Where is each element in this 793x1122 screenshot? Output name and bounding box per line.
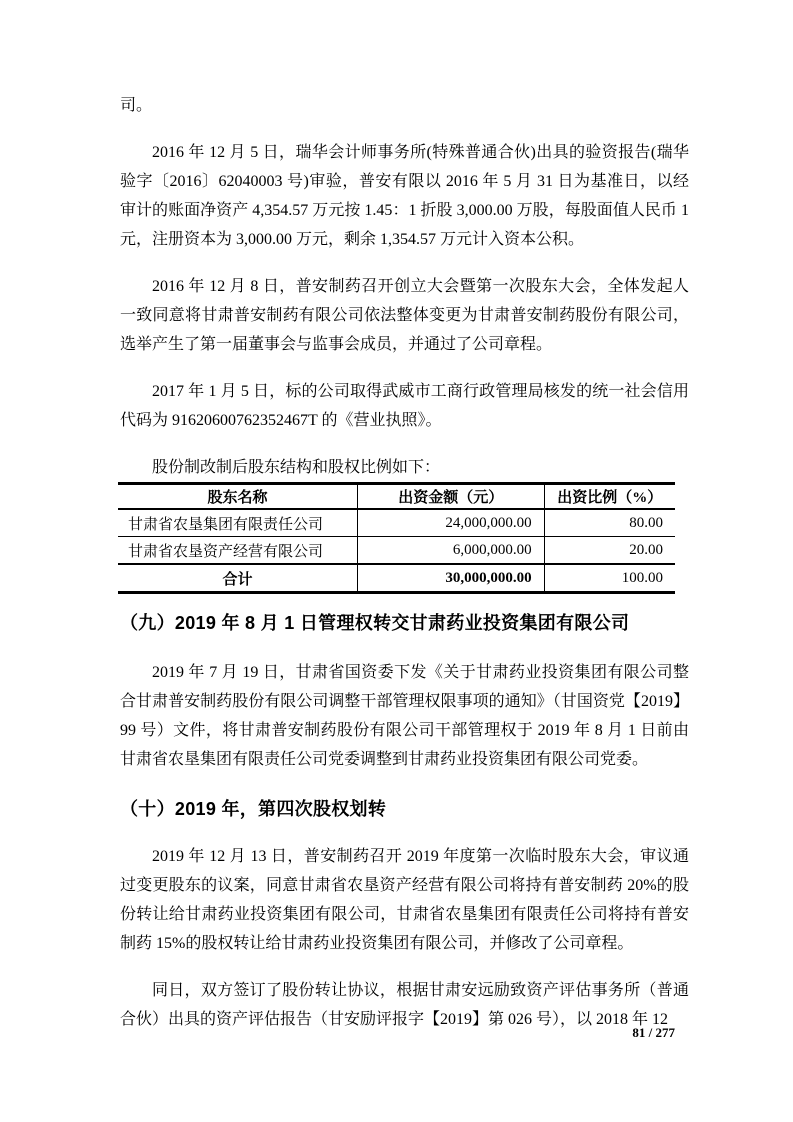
paragraph-founding-meeting: 2016 年 12 月 8 日，普安制药召开创立大会暨第一次股东大会，全体发起人一致同意将甘肃普安制药有限公司依法整体变更为甘肃普安制药股份有限公司，选举产生了第一届董事会与监事会成员，并通过了公司章程。	[120, 278, 689, 353]
table-header-shareholder-name: 股东名称	[118, 484, 358, 510]
total-ratio-cell: 100.00	[544, 564, 675, 593]
heading-section-10: （十）2019 年，第四次股权划转	[120, 799, 387, 819]
table-total-row	[118, 564, 675, 593]
paragraph-carryover: 司。	[120, 97, 153, 114]
shareholder-structure-table	[118, 482, 675, 594]
shareholder-name-cell: 甘肃省农垦集团有限责任公司	[118, 509, 358, 537]
heading-section-9: （九）2019 年 8 月 1 日管理权转交甘肃药业投资集团有限公司	[120, 613, 630, 633]
total-label-cell: 合计	[118, 564, 358, 593]
contribution-ratio-cell: 80.00	[544, 509, 675, 537]
paragraph-audit-report: 2016 年 12 月 5 日，瑞华会计师事务所(特殊普通合伙)出具的验资报告(瑞华验字〔2016〕62040003 号)审验，普安有限以 2016 年 5 月 31 日为基准日，以经审计的账面净资产 4,354.57 万元按 1.45：1 折股 3,000.00 万股，每股面值人民币 1 元，注册资本为 3,000.00 万元，剩余 1,354.57 万元计入资本公积。	[120, 144, 689, 248]
paragraph-transfer-agreement: 同日，双方签订了股份转让协议，根据甘肃安远励致资产评估事务所（普通合伙）出具的资产评估报告（甘安励评报字【2019】第 026 号），以 2018 年 12	[120, 982, 689, 1028]
table-header-contribution-amount: 出资金额（元）	[358, 484, 545, 510]
page-content	[120, 91, 689, 1034]
paragraph-table-intro: 股份制改制后股东结构和股权比例如下：	[152, 459, 441, 476]
page-number: 81 / 277	[632, 1025, 675, 1040]
paragraph-equity-transfer: 2019 年 12 月 13 日，普安制药召开 2019 年度第一次临时股东大会，审议通过变更股东的议案，同意甘肃省农垦资产经营有限公司将持有普安制药 20%的股份转让给甘肃药业投资集团有限公司，甘肃省农垦集团有限责任公司将持有普安制药 15%的股权转让给甘肃药业投资集团有限公司，并修改了公司章程。	[120, 848, 689, 952]
table-header-contribution-ratio: 出资比例（%）	[544, 484, 675, 510]
contribution-ratio-cell: 20.00	[544, 537, 675, 565]
table-header-row	[118, 484, 675, 510]
contribution-amount-cell: 6,000,000.00	[358, 537, 545, 565]
paragraph-management-transfer: 2019 年 7 月 19 日，甘肃省国资委下发《关于甘肃药业投资集团有限公司整合甘肃普安制药股份有限公司调整干部管理权限事项的通知》（甘国资党【2019】99 号）文件，将甘肃普安制药股份有限公司干部管理权于 2019 年 8 月 1 日前由甘肃省农垦集团有限责任公司党委调整到甘肃药业投资集团有限公司党委。	[120, 664, 689, 768]
table-row	[118, 537, 675, 565]
shareholder-name-cell: 甘肃省农垦资产经营有限公司	[118, 537, 358, 565]
total-amount-cell: 30,000,000.00	[358, 564, 545, 593]
contribution-amount-cell: 24,000,000.00	[358, 509, 545, 537]
table-row	[118, 509, 675, 537]
paragraph-business-license: 2017 年 1 月 5 日，标的公司取得武威市工商行政管理局核发的统一社会信用代码为 91620600762352467T 的《营业执照》。	[120, 383, 689, 429]
